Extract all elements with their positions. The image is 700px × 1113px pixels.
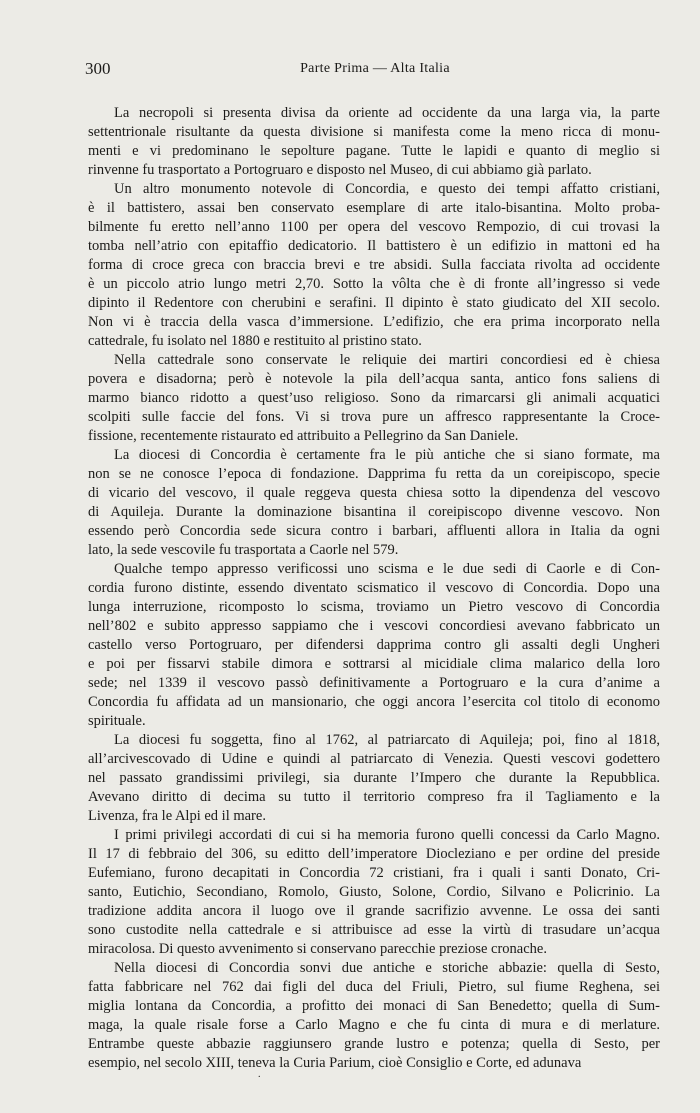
text-line: lunga interruzione, ricomposto lo scisma, troviamo un Pietro vescovo di Concordia bbox=[88, 599, 660, 615]
text-line: Concordia fu affidata ad un mansionario, che oggi ancora l’esercita col titolo di economo bbox=[88, 694, 660, 710]
text-line: maga, la quale risale forse a Carlo Magno e che fu cinta di mura e di merlature. bbox=[88, 1017, 660, 1033]
text-line: cordia furono distinte, essendo diventato scismatico il vescovo di Concordia. Dopo una bbox=[88, 580, 660, 596]
paragraph bbox=[88, 104, 660, 180]
text-line: miglia lontana da Concordia, a profitto dei monaci di San Benedetto; quella di Sum- bbox=[88, 998, 660, 1014]
text-line: lato, la sede vescovile fu trasportata a Caorle nel 579. bbox=[88, 542, 399, 558]
text-line: dipinto il Redentore con cherubini e serafini. Il dipinto è stato giudicato del XII secolo. bbox=[88, 295, 660, 311]
text-line: sede; nel 1339 il vescovo passò definitivamente a Portogruaro e la cura d’anime a bbox=[88, 675, 660, 691]
text-line: tradizione addita ancora il luogo ove il grande sacrifizio avvenne. Le ossa dei santi bbox=[88, 903, 660, 919]
text-line: sono custodite nella cattedrale e si attribuisce ad esse la virtù di trasudare un’acqua bbox=[88, 922, 660, 938]
text-line: Entrambe queste abbazie raggiunsero grande lustro e potenza; quella di Sesto, per bbox=[88, 1036, 660, 1052]
text-line: scolpiti sulle faccie del fons. Vi si trova pure un affresco rappresentante la Croce- bbox=[88, 409, 660, 425]
text-line: Avevano diritto di decima su tutto il territorio compreso fra il Tagliamento e la bbox=[88, 789, 660, 805]
text-line: castello verso Portogruaro, per difendersi dapprima contro gli assalti degli Ungheri bbox=[88, 637, 660, 653]
paragraph bbox=[88, 351, 660, 446]
text-line: La diocesi di Concordia è certamente fra le più antiche che si siano formate, ma bbox=[114, 447, 660, 463]
text-line: essendo però Concordia sede sicura contro i barbari, affluenti allora in Italia da ogni bbox=[88, 523, 660, 539]
text-line: tomba nell’atrio con epitaffio dedicatorio. Il battistero è un edifizio in mattoni ed ha bbox=[88, 238, 660, 254]
text-line: fissione, recentemente ristaurato ed attribuito a Pellegrino da San Daniele. bbox=[88, 428, 519, 444]
body-text bbox=[88, 104, 660, 1073]
text-line: cattedrale, fu isolato nel 1880 e restituito al pristino stato. bbox=[88, 333, 422, 349]
text-line: Non vi è traccia della vasca d’immersione. L’edifizio, che era prima incorporato nella bbox=[88, 314, 660, 330]
text-line: spirituale. bbox=[88, 713, 146, 729]
paragraph bbox=[88, 959, 660, 1073]
paragraph bbox=[88, 826, 660, 959]
text-line: Livenza, fra le Alpi ed il mare. bbox=[88, 808, 266, 824]
text-line: La necropoli si presenta divisa da oriente ad occidente da una larga via, la parte bbox=[114, 105, 660, 121]
text-line: forma di croce greca con braccia brevi e tre absidi. Sulla facciata rivolta ad occidente bbox=[88, 257, 660, 273]
text-line: I primi privilegi accordati di cui si ha memoria furono quelli concessi da Carlo Magno. bbox=[114, 827, 660, 843]
page-number: 300 bbox=[85, 59, 111, 78]
text-line: bilmente fu eretto nell’anno 1100 per opera del vescovo Rempozio, di cui trovasi la bbox=[88, 219, 660, 235]
text-line: settentrionale risultante da questa divisione si manifesta come la meno ricca di monu- bbox=[88, 124, 660, 140]
text-line: di Aquileja. Durante la dominazione bisantina il coreipiscopo divenne vescovo. Non bbox=[88, 504, 660, 520]
footer-mark: . bbox=[258, 1069, 261, 1080]
text-line: di vicario del vescovo, il quale reggeva questa chiesa sotto la dipendenza del vescovo bbox=[88, 485, 660, 501]
text-line: è il battistero, assai ben conservato esemplare di arte italo-bisantina. Molto proba- bbox=[88, 200, 660, 216]
paragraph bbox=[88, 731, 660, 826]
text-line: Nella cattedrale sono conservate le reliquie dei martiri concordiesi ed è chiesa bbox=[114, 352, 660, 368]
running-title: Parte Prima — Alta Italia bbox=[300, 61, 450, 76]
paragraph bbox=[88, 446, 660, 560]
text-line: fatta fabbricare nel 762 dai figli del duca del Friuli, Pietro, sul fiume Reghena, sei bbox=[88, 979, 660, 995]
text-line: marmo bianco ridotto a quest’uso religioso. Sono da rimarcarsi gli animali acquatici bbox=[88, 390, 660, 406]
text-line: e poi per fissarvi stabile dimora e sottrarsi al micidiale clima malarico della loro bbox=[88, 656, 660, 672]
text-line: Qualche tempo appresso verificossi uno scisma e le due sedi di Caorle e di Con- bbox=[114, 561, 660, 577]
text-line: non se ne conosce l’epoca di fondazione. Dapprima fu retta da un coreipiscopo, specie bbox=[88, 466, 660, 482]
text-line: Nella diocesi di Concordia sonvi due antiche e storiche abbazie: quella di Sesto, bbox=[114, 960, 660, 976]
page-header bbox=[85, 59, 665, 79]
text-line: esempio, nel secolo XIII, teneva la Curia Parium, cioè Consiglio e Corte, ed adunava bbox=[88, 1055, 582, 1071]
text-line: è un piccolo atrio lungo metri 2,70. Sotto la vôlta che è di fronte all’ingresso si vede bbox=[88, 276, 660, 292]
text-line: all’arcivescovado di Udine e quindi al patriarcato di Venezia. Questi vescovi godettero bbox=[88, 751, 660, 767]
text-line: Eufemiano, furono decapitati in Concordia 72 cristiani, fra i quali i santi Donato, Cri- bbox=[88, 865, 660, 881]
text-line: santo, Eutichio, Secondiano, Romolo, Giusto, Solone, Cordio, Silvano e Policrinio. La bbox=[88, 884, 660, 900]
text-line: miracolosa. Di questo avvenimento si conservano parecchie preziose cronache. bbox=[88, 941, 547, 957]
paragraph bbox=[88, 180, 660, 351]
text-line: nell’802 e subito appresso sappiamo che i vescovi concordiesi avevano fabbricato un bbox=[88, 618, 660, 634]
text-line: Il 17 di febbraio del 306, su editto dell’imperatore Diocleziano e per ordine del preside bbox=[88, 846, 660, 862]
text-line: nel passato grandissimi privilegi, sia durante l’Impero che durante la Repubblica. bbox=[88, 770, 660, 786]
text-line: Un altro monumento notevole di Concordia, e questo dei tempi affatto cristiani, bbox=[114, 181, 660, 197]
text-line: La diocesi fu soggetta, fino al 1762, al patriarcato di Aquileja; poi, fino al 1818, bbox=[114, 732, 660, 748]
paragraph bbox=[88, 560, 660, 731]
text-line: rinvenne fu trasportato a Portogruaro e disposto nel Museo, di cui abbiamo già parlato. bbox=[88, 162, 592, 178]
text-line: povera e disadorna; però è notevole la pila dell’acqua santa, antico fons saliens di bbox=[88, 371, 660, 387]
text-line: menti e vi predominano le sepolture pagane. Tutte le lapidi e quanto di meglio si bbox=[88, 143, 660, 159]
